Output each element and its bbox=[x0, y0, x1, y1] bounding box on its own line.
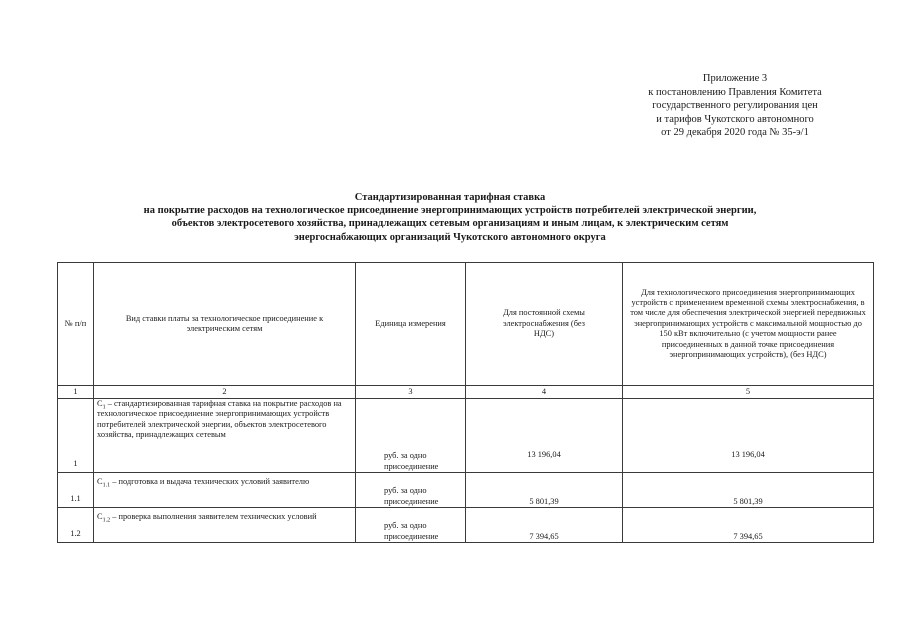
rate-symbol: C bbox=[97, 399, 103, 408]
appendix-line: и тарифов Чукотского автономного bbox=[656, 113, 814, 125]
rate-text: – стандартизированная тарифная ставка на покрытие расходов на технологическое присоединение энергопринимающих устройств потребителей электрической энергии, объектов электросетевого хозяйства, принадлежащих сетевым bbox=[97, 399, 342, 440]
unit-cell: руб. за одно присоединение bbox=[356, 508, 466, 543]
header-temporary-scheme: Для технологического присоединения энергопринимающих устройств с применением временной схемы электроснабжения, в том числе для обеспечения электрической энергией передвижных энергопринимающих устройств с максимальной мощностью до 150 кВт включительно (с учетом мощности ранее присоединенных в данной точке присоединения энергопринимающих устройств), (без НДС) bbox=[623, 263, 874, 386]
table-row bbox=[58, 399, 874, 473]
permanent-value: 13 196,04 bbox=[466, 399, 623, 473]
unit-cell: руб. за одно присоединение bbox=[356, 399, 466, 473]
table-row bbox=[58, 508, 874, 543]
rate-subscript: 1.1 bbox=[102, 482, 111, 489]
title-line: энергоснабжающих организаций Чукотского автономного округа bbox=[294, 231, 606, 243]
table-row bbox=[58, 473, 874, 508]
header-permanent-scheme: Для постоянной схемы электроснабжения (без НДС) bbox=[466, 263, 623, 386]
column-number: 1 bbox=[58, 386, 94, 399]
appendix-line: от 29 декабря 2020 года № 35-э/1 bbox=[661, 127, 809, 139]
row-number: 1 bbox=[58, 399, 94, 473]
temporary-value: 5 801,39 bbox=[623, 473, 874, 508]
header-unit: Единица измерения bbox=[356, 263, 466, 386]
rates-table bbox=[57, 262, 874, 543]
rate-symbol: C bbox=[97, 512, 103, 521]
rate-subscript: 1.2 bbox=[102, 517, 111, 524]
appendix-reference bbox=[610, 72, 860, 140]
appendix-line: государственного регулирования цен bbox=[652, 100, 818, 112]
rate-description bbox=[94, 399, 356, 473]
rate-description bbox=[94, 473, 356, 508]
header-rate-type: Вид ставки платы за технологическое присоединение к электрическим сетям bbox=[94, 263, 356, 386]
column-number: 3 bbox=[356, 386, 466, 399]
appendix-line: к постановлению Правления Комитета bbox=[648, 86, 822, 98]
document-title bbox=[30, 191, 870, 244]
row-number: 1.1 bbox=[58, 473, 94, 508]
column-number: 4 bbox=[466, 386, 623, 399]
temporary-value: 13 196,04 bbox=[623, 399, 874, 473]
rate-symbol: C bbox=[97, 477, 103, 486]
header-num: № п/п bbox=[58, 263, 94, 386]
column-number: 2 bbox=[94, 386, 356, 399]
table-header-row bbox=[58, 263, 874, 386]
title-line: объектов электросетевого хозяйства, принадлежащих сетевым организациям и иным лицам, к электрическим сетям bbox=[171, 218, 729, 230]
temporary-value: 7 394,65 bbox=[623, 508, 874, 543]
rate-subscript: 1 bbox=[102, 404, 106, 411]
rate-description bbox=[94, 508, 356, 543]
rate-text: – проверка выполнения заявителем технических условий bbox=[110, 512, 317, 521]
title-line: Стандартизированная тарифная ставка bbox=[354, 192, 546, 203]
appendix-line: Приложение 3 bbox=[702, 73, 768, 84]
permanent-value: 7 394,65 bbox=[466, 508, 623, 543]
unit-cell: руб. за одно присоединение bbox=[356, 473, 466, 508]
rate-text: – подготовка и выдача технических условий заявителю bbox=[110, 477, 310, 486]
row-number: 1.2 bbox=[58, 508, 94, 543]
column-number-row bbox=[58, 386, 874, 399]
permanent-value: 5 801,39 bbox=[466, 473, 623, 508]
title-line: на покрытие расходов на технологическое присоединение энергопринимающих устройств потребителей электрической энергии, bbox=[143, 205, 757, 217]
column-number: 5 bbox=[623, 386, 874, 399]
